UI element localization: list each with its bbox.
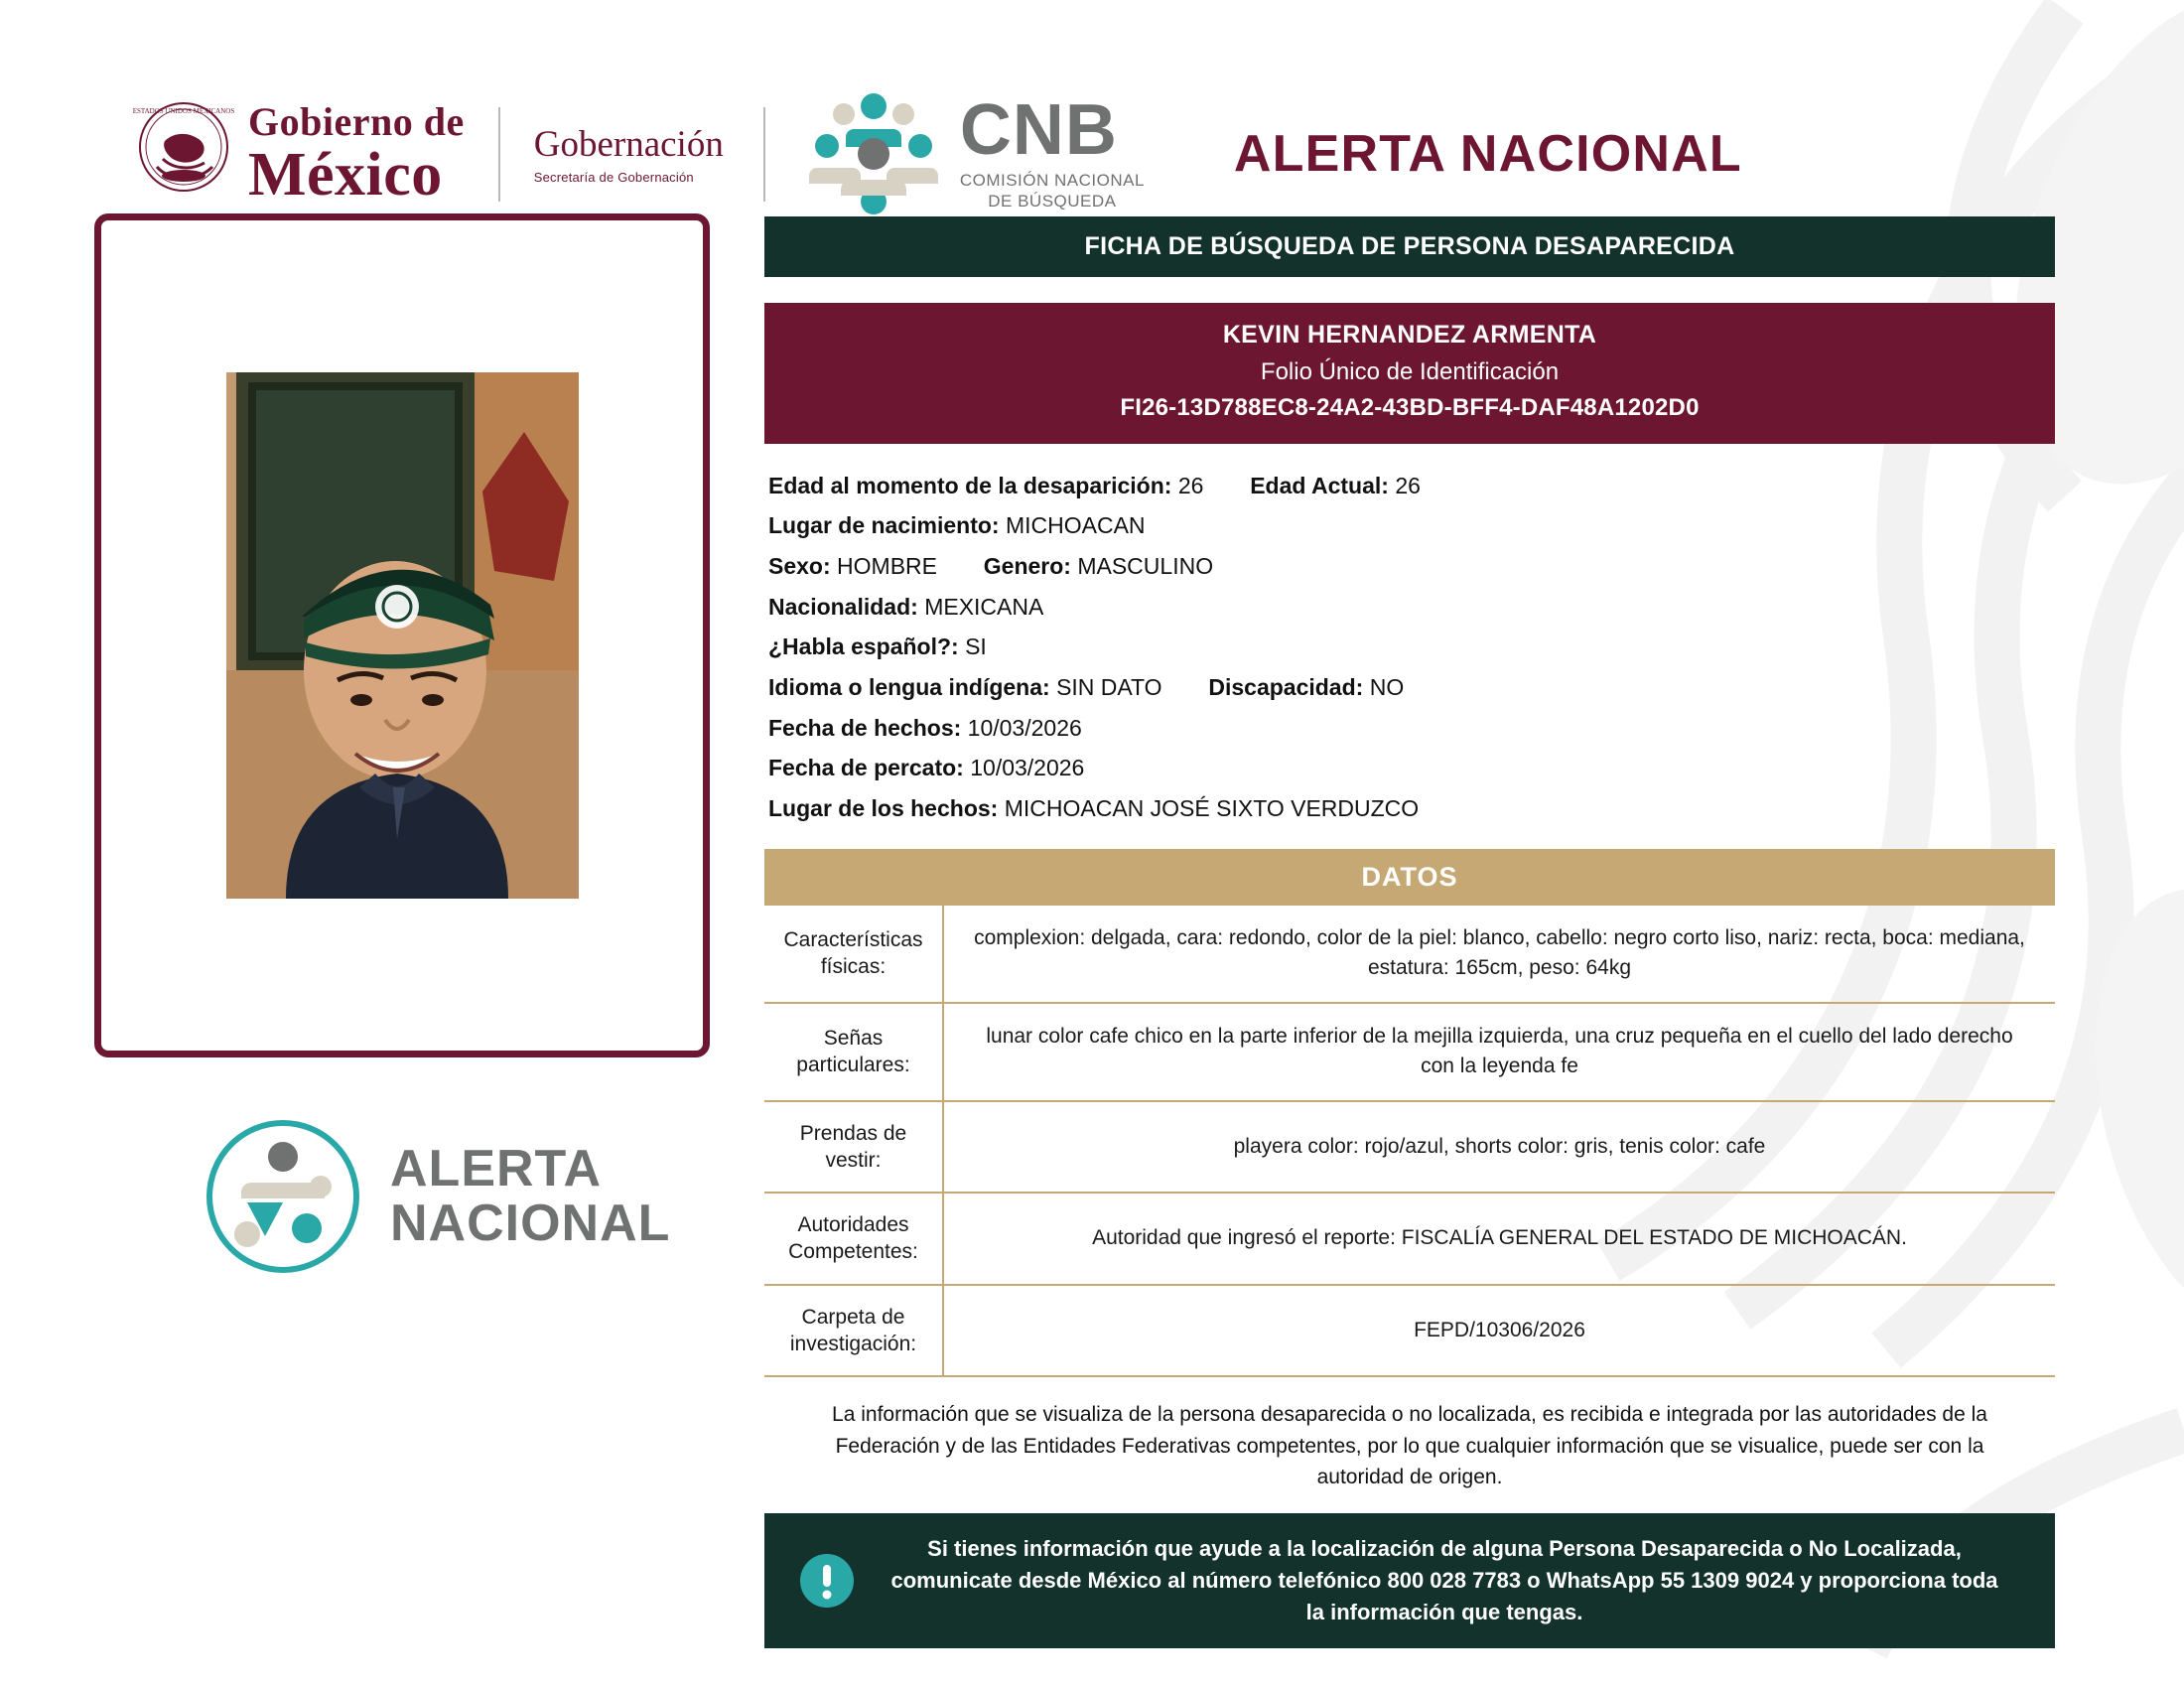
contact-text: Si tienes información que ayude a la localización de alguna Persona Desaparecida o No Localizada, comunicate desde México al número telefónico 800 028 7783 o WhatsApp 55 1309 9024 y proporciona toda la información que tengas.	[890, 1535, 1998, 1624]
nacionalidad-value: MEXICANA	[924, 593, 1044, 620]
cnb-acronym: CNB	[959, 89, 1118, 170]
datos-label-0: Características físicas:	[764, 906, 943, 1003]
header-divider-2	[763, 107, 765, 202]
sexo-label: Sexo:	[768, 552, 831, 579]
sexo-value: HOMBRE	[837, 552, 937, 579]
genero-label: Genero:	[983, 552, 1071, 579]
table-row	[764, 1285, 2055, 1377]
cnb-logo-block	[799, 84, 1145, 223]
datos-label-4: Carpeta de investigación:	[764, 1285, 943, 1377]
person-facts	[764, 444, 2055, 843]
gob-line2: México	[248, 141, 443, 209]
datos-value-3: Autoridad que ingresó el reporte: FISCALÍA GENERAL DEL ESTADO DE MICHOACÁN.	[943, 1193, 2055, 1285]
gob-line1: Gobierno de	[248, 99, 465, 144]
edad-actual-label: Edad Actual:	[1250, 472, 1389, 498]
fact-row-fecha-hechos	[768, 708, 2055, 749]
svg-text:ESTADOS UNIDOS MEXICANOS: ESTADOS UNIDOS MEXICANOS	[132, 106, 235, 115]
lugar-nacimiento-label: Lugar de nacimiento:	[768, 512, 1000, 539]
cnb-name-line2: DE BÚSQUEDA	[988, 192, 1117, 211]
fact-row-lugar-hechos	[768, 788, 2055, 829]
edad-desaparicion-value: 26	[1177, 472, 1204, 498]
right-column	[764, 213, 2055, 1648]
fecha-hechos-label: Fecha de hechos:	[768, 714, 962, 741]
discapacidad-label: Discapacidad:	[1208, 674, 1364, 701]
lugar-hechos-value: MICHOACAN JOSÉ SIXTO VERDUZCO	[1004, 795, 1420, 822]
fact-row-edad	[768, 466, 2055, 506]
disclaimer-text: La información que se visualiza de la persona desaparecida o no localizada, es recibida e integrada por las autoridades de la Federación y de las Entidades Federativas competentes, por lo que cualquier información que se visualice, puede ser con la autoridad de origen.	[832, 1403, 1987, 1489]
page-content	[0, 213, 2184, 1648]
gobernacion-wordmark	[534, 123, 724, 185]
photo-frame	[94, 213, 710, 1057]
header-divider-1	[498, 107, 500, 202]
lugar-hechos-label: Lugar de los hechos:	[768, 795, 999, 822]
datos-value-4: FEPD/10306/2026	[943, 1285, 2055, 1377]
datos-banner: DATOS	[764, 849, 2055, 906]
exclamation-icon	[798, 1552, 856, 1610]
alerta-nacional-logo-icon	[204, 1117, 362, 1276]
fact-row-nacionalidad	[768, 587, 2055, 628]
missing-person-photo	[226, 372, 579, 899]
fact-row-habla-espanol	[768, 627, 2055, 667]
idioma-value: SIN DATO	[1056, 674, 1162, 701]
fact-row-fecha-percato	[768, 748, 2055, 788]
datos-label-1: Señas particulares:	[764, 1003, 943, 1101]
table-row	[764, 1101, 2055, 1194]
cnb-wordmark	[959, 89, 1145, 212]
alerta-brand-words	[390, 1142, 670, 1250]
alerta-nacional-brand	[94, 1117, 710, 1276]
table-row	[764, 906, 2055, 1003]
contact-banner	[764, 1513, 2055, 1648]
folio-label: Folio Único de Identificación	[1260, 357, 1560, 385]
datos-label-3: Autoridades Competentes:	[764, 1193, 943, 1285]
fecha-percato-value: 10/03/2026	[970, 755, 1085, 781]
fact-row-lugar-nacimiento	[768, 505, 2055, 546]
person-identity-banner	[764, 303, 2055, 444]
cnb-name-line1: COMISIÓN NACIONAL	[959, 170, 1145, 190]
habla-espanol-value: SI	[965, 633, 987, 660]
page-header	[0, 0, 2184, 213]
gobernacion-subtitle: Secretaría de Gobernación	[533, 170, 694, 185]
datos-label-2: Prendas de vestir:	[764, 1101, 943, 1194]
datos-value-2: playera color: rojo/azul, shorts color: gris, tenis color: cafe	[943, 1101, 2055, 1194]
gobernacion-title: Gobernación	[533, 124, 724, 165]
left-column	[94, 213, 710, 1648]
gobierno-de-mexico-wordmark	[248, 99, 465, 209]
edad-actual-value: 26	[1395, 472, 1421, 498]
person-name: KEVIN HERNANDEZ ARMENTA	[1222, 321, 1597, 349]
discapacidad-value: NO	[1369, 674, 1405, 701]
mexico-eagle-seal-icon	[129, 97, 238, 211]
fact-row-sexo-genero	[768, 546, 2055, 587]
fecha-percato-label: Fecha de percato:	[768, 755, 964, 781]
table-row	[764, 1003, 2055, 1101]
ficha-banner: FICHA DE BÚSQUEDA DE PERSONA DESAPARECIDA	[764, 216, 2055, 277]
alerta-brand-line2: NACIONAL	[390, 1195, 671, 1252]
fact-row-idioma-discapacidad	[768, 667, 2055, 708]
alerta-nacional-heading: ALERTA NACIONAL	[1233, 125, 1742, 183]
fecha-hechos-value: 10/03/2026	[967, 714, 1082, 741]
nacionalidad-label: Nacionalidad:	[768, 593, 918, 620]
datos-value-0: complexion: delgada, cara: redondo, color de la piel: blanco, cabello: negro corto liso, nariz: recta, boca: mediana, estatura: 165cm, peso: 64kg	[943, 906, 2055, 1003]
cnb-people-icon	[799, 84, 948, 223]
alerta-brand-line1: ALERTA	[390, 1140, 603, 1198]
datos-value-1: lunar color cafe chico en la parte inferior de la mejilla izquierda, una cruz pequeña en el cuello del lado derecho con la leyenda fe	[943, 1003, 2055, 1101]
habla-espanol-label: ¿Habla español?:	[768, 633, 959, 660]
idioma-label: Idioma o lengua indígena:	[768, 674, 1050, 701]
folio-value: FI26-13D788EC8-24A2-43BD-BFF4-DAF48A1202D0	[1120, 393, 1700, 421]
edad-desaparicion-label: Edad al momento de la desaparición:	[768, 472, 1172, 498]
lugar-nacimiento-value: MICHOACAN	[1005, 512, 1146, 539]
genero-value: MASCULINO	[1077, 552, 1214, 579]
table-row	[764, 1193, 2055, 1285]
datos-table	[764, 906, 2055, 1378]
